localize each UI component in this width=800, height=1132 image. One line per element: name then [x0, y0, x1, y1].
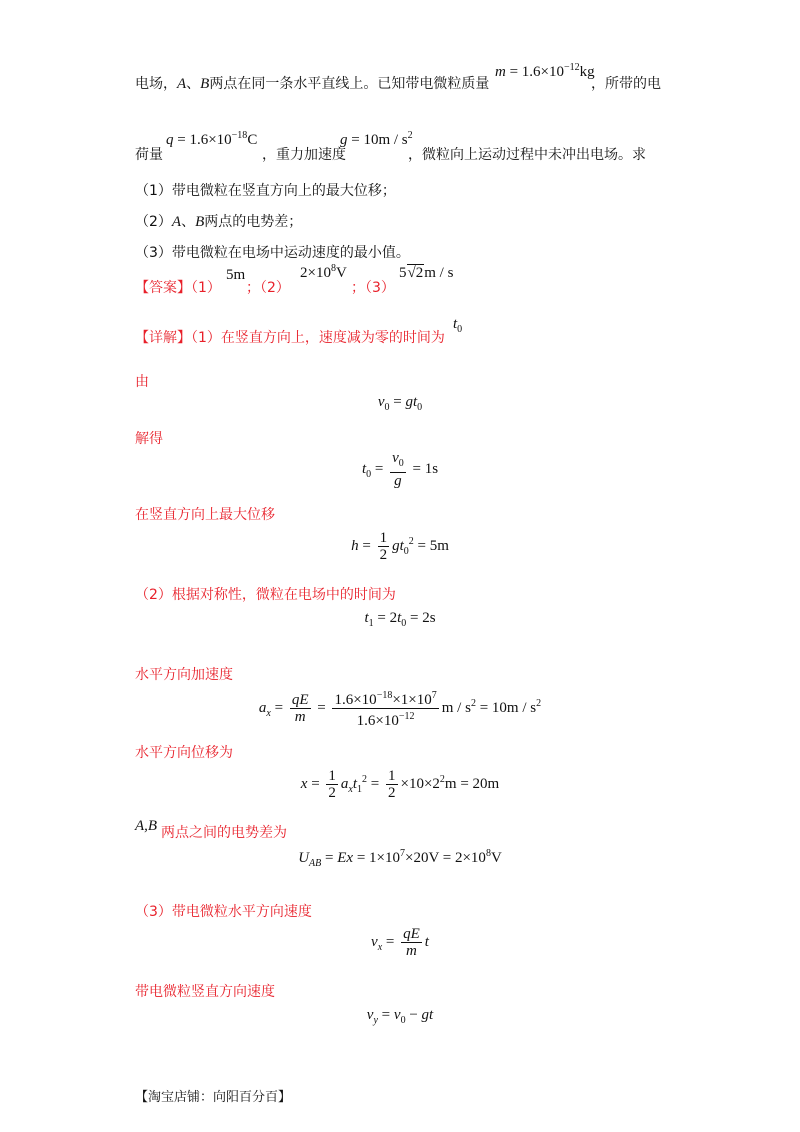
- ab-points-label: A,B: [135, 818, 158, 834]
- question-2: （2）A、B两点的电势差；: [135, 214, 303, 230]
- equation-vx: $v_x$ = $\frac{qE}{m}$ t: [371, 926, 429, 959]
- detail-part-3-intro: （3）带电微粒水平方向速度: [135, 904, 312, 920]
- answer-sep-1: ；（2）: [246, 280, 290, 296]
- equation-h: h = $\frac{1}{2}$ $gt_0^2 = 5m$: [351, 530, 449, 563]
- detail-part-1-intro: 【详解】（1）在竖直方向上，速度减为零的时间为: [135, 330, 445, 346]
- answer-2-value: $2\times 10^8V$: [300, 263, 347, 281]
- question-1: （1）带电微粒在竖直方向上的最大位移；: [135, 183, 396, 199]
- t0-symbol: $t_0$: [453, 316, 463, 335]
- detail-potential-difference: 两点之间的电势差为: [161, 825, 287, 841]
- equation-vy: $v_y = v_0$ − gt: [366, 1007, 434, 1026]
- gravity-formula: $g = 10m / s^2$: [340, 130, 413, 148]
- answer-3-value: 5√2m / s: [399, 265, 454, 281]
- equation-ax: $a_x$ = $\frac{qE}{m}$ = $\frac{1.6\times 10^{-18}\times 1\times 10^7}{1.6\times 10^{-12}}$ $m / s^2 = 10m / s^2$: [258, 690, 542, 729]
- detail-horizontal-displacement: 水平方向位移为: [135, 745, 233, 761]
- equation-uab: $U_{AB} = Ex = 1\times 10^7\times 20V = 2\times 10^8V$: [298, 848, 502, 869]
- charge-formula: $q = 1.6\times 10^{-18}C$: [166, 130, 258, 148]
- mass-formula: $m = 1.6\times 10^{-12}kg$: [495, 62, 595, 80]
- detail-jiede: 解得: [135, 431, 163, 447]
- footer-shop-label: 【淘宝店铺：向阳百分百】: [135, 1090, 292, 1105]
- answer-sep-2: ；（3）: [351, 280, 395, 296]
- problem-line-1-tail: ，所带的电: [591, 76, 661, 92]
- detail-you: 由: [135, 374, 149, 390]
- question-3: （3）带电微粒在电场中运动速度的最小值。: [135, 245, 410, 261]
- problem-line-1: 电场，A、B两点在同一条水平直线上。已知带电微粒质量: [135, 76, 490, 92]
- detail-part-2-intro: （2）根据对称性，微粒在电场中的时间为: [135, 587, 396, 603]
- equation-x: x = $\frac{1}{2}$ $a_xt_1^2$ = $\frac{1}{2}$ $\times 10\times 2^2m = 20m$: [300, 768, 500, 801]
- answer-label: 【答案】（1）: [135, 280, 221, 296]
- equation-v0: $v_0 = gt_0$: [377, 394, 423, 413]
- equation-t1: $t_1 = 2t_0 = 2s$: [364, 610, 436, 629]
- detail-horizontal-acceleration: 水平方向加速度: [135, 667, 233, 683]
- detail-max-displacement: 在竖直方向上最大位移: [135, 507, 275, 523]
- detail-vertical-velocity: 带电微粒竖直方向速度: [135, 984, 275, 1000]
- answer-1-value: 5m: [226, 267, 246, 283]
- problem-line-2-mid: ，重力加速度: [262, 147, 346, 163]
- equation-t0: $t_0$ = $\frac{v_0}{g}$ = 1s: [361, 450, 439, 489]
- problem-line-2-head: 荷量: [135, 147, 163, 163]
- problem-line-2-tail: ，微粒向上运动过程中未冲出电场。求: [408, 147, 646, 163]
